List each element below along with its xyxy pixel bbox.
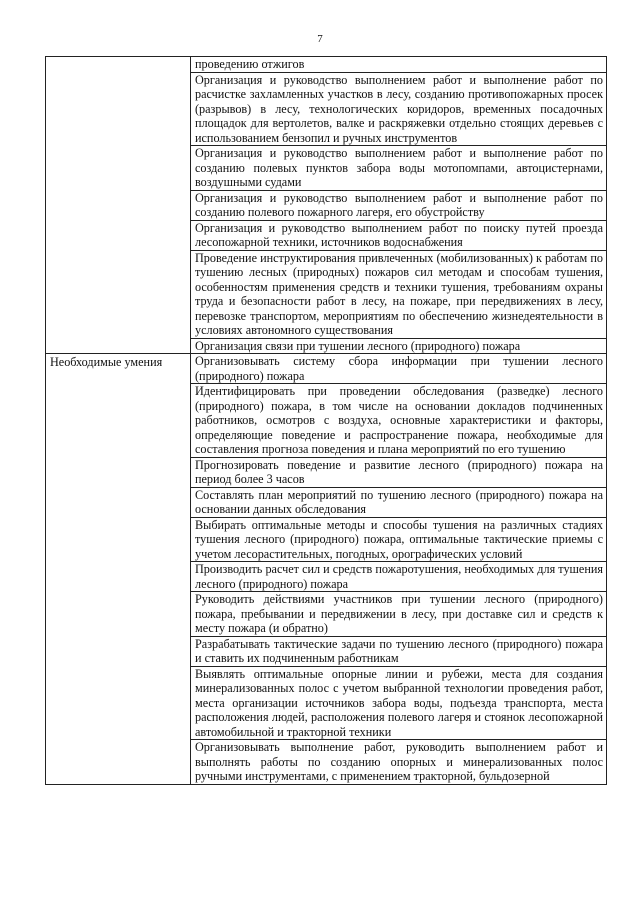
entry-text: Проведение инструктирования привлеченных (мобилизованных) к работам по тушению лесных (природных) пожаров сил методам и способам тушения, особенностям применения средств и техники тушения, требованиям охраны труда и безопасности работ в лесу, на пожаре, при передвижениях в лесу, перевозке транспортом, мероприятиям по обеспечению жизнедеятельности в условиях автономного существования xyxy=(191,250,606,338)
entry-text: Организация связи при тушении лесного (природного) пожара xyxy=(191,338,606,354)
entry-text: Выбирать оптимальные методы и способы тушения на различных стадиях тушения лесного (природного) пожара, оптимальные тактические приемы с учетом лесорастительных, погодных, орографических условий xyxy=(191,517,606,562)
entry-text: Разрабатывать тактические задачи по тушению лесного (природного) пожара и ставить их подчиненным работникам xyxy=(191,636,606,666)
entry-text: Организация и руководство выполнением работ и выполнение работ по созданию полевого пожарного лагеря, его обустройству xyxy=(191,190,606,220)
entry-text: Идентифицировать при проведении обследования (разведке) лесного (природного) пожара, в том числе на основании докладов подчиненных работников, осмотров с воздуха, основные характеристики и факторы, определяющие поведение и распространение пожара, необходимые для составления прогноза поведения и плана мероприятий по его тушению xyxy=(191,383,606,457)
entry-text: Организовывать выполнение работ, руководить выполнением работ и выполнять работы по созданию опорных и минерализованных полос ручными инструментами, с применением тракторной, бульдозерной xyxy=(191,739,606,784)
table-row xyxy=(46,354,607,785)
row-entries-cell xyxy=(191,354,607,785)
entry-text: Составлять план мероприятий по тушению лесного (природного) пожара на основании данных обследования xyxy=(191,487,606,517)
entry-text: проведению отжигов xyxy=(195,57,305,71)
entry-text: Прогнозировать поведение и развитие лесного (природного) пожара на период более 3 часов xyxy=(191,457,606,487)
row-label xyxy=(46,57,190,59)
page-number: 7 xyxy=(317,33,323,45)
row-label-cell xyxy=(46,57,191,354)
entry-text: Выявлять оптимальные опорные линии и рубежи, места для создания минерализованных полос с учетом выбранной технологии проведения работ, места организации источников забора воды, подъезда транспорта, места расположения людей, расположения полевого лагеря и стоянок лесопожарной автомобильной и тракторной техники xyxy=(191,666,606,740)
entry-text: Организовывать систему сбора информации при тушении лесного (природного) пожара xyxy=(195,354,603,383)
row-label: Необходимые умения xyxy=(50,355,163,369)
entry-text: Производить расчет сил и средств пожаротушения, необходимых для тушения лесного (природного) пожара xyxy=(191,561,606,591)
entry-text: Организация и руководство выполнением работ и выполнение работ по расчистке захламленных участков в лесу, созданию противопожарных просек (разрывов) в лесу, технологических коридоров, временных посадочных площадок для вертолетов, валке и раскряжевки отдельно стоящих деревьев с использованием бензопил и ручных инструментов xyxy=(191,72,606,146)
entry-text: Руководить действиями участников при тушении лесного (природного) пожара, пребывании и передвижении в лесу, при доставке сил и средств к месту пожара (и обратно) xyxy=(191,591,606,636)
table-row xyxy=(46,57,607,354)
entry-text: Организация и руководство выполнением работ и выполнение работ по созданию полевых пунктов забора воды мотопомпами, автоцистернами, воздушными судами xyxy=(191,145,606,190)
competency-table xyxy=(45,56,607,785)
entry-text: Организация и руководство выполнением работ по поиску путей проезда лесопожарной техники, источников водоснабжения xyxy=(191,220,606,250)
row-entries-cell xyxy=(191,57,607,354)
row-label-cell xyxy=(46,354,191,785)
